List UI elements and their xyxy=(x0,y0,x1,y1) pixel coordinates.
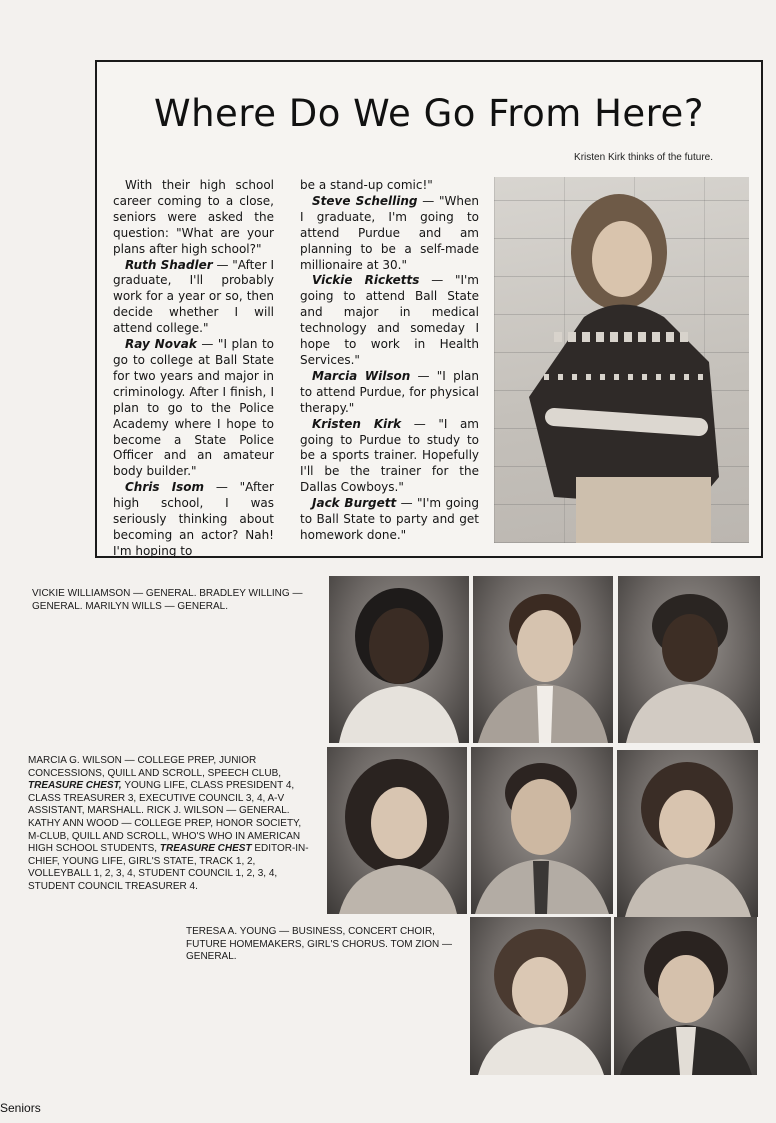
portrait-photo xyxy=(473,576,613,743)
feature-box xyxy=(95,60,763,558)
caption-publication: TREASURE CHEST xyxy=(159,843,252,855)
portrait-photo xyxy=(329,576,469,743)
article-column-1 xyxy=(113,178,274,560)
article-column-2 xyxy=(300,178,479,544)
article-intro: With their high school career coming to a close, seniors were asked the question: "What are your plans after high school?" xyxy=(113,178,274,256)
quote-name: Vickie Ricketts xyxy=(312,273,420,288)
page-folio: Seniors xyxy=(0,1101,41,1115)
portrait-photo xyxy=(617,750,758,917)
quote-paragraph xyxy=(300,496,479,544)
caption-text: EDITOR-IN-CHIEF, YOUNG LIFE, GIRL'S STATE, TRACK 1, 2, VOLLEYBALL 1, 2, 3, 4, STUDENT COUNCIL 1, 2, 3, 4, STUDENT COUNCIL TREASURER 4. xyxy=(28,843,309,892)
quote-text: — "I am going to Purdue to study to be a sports trainer. Hopefully I'll be the trainer for the Dallas Cowboys." xyxy=(300,416,479,495)
quote-name: Steve Schelling xyxy=(312,193,418,208)
caption-text: YOUNG LIFE, CLASS PRESIDENT 4, CLASS TREASURER 3, EXECUTIVE COUNCIL 3, 4, A-V ASSISTANT, MARSHALL. RICK J. WILSON — GENERAL. KATHY ANN WOOD — COLLEGE PREP, HONOR SOCIETY, M-CLUB, QUILL AND SCROLL, WHO'S WHO IN AMERICAN HIGH SCHOOL STUDENTS, xyxy=(28,780,302,855)
quote-paragraph xyxy=(300,417,479,497)
quote-paragraph xyxy=(300,178,479,194)
quote-name: Jack Burgett xyxy=(312,496,397,511)
quote-text: — "I plan to go to college at Ball State for two years and major in criminology. After I finish, I plan to go to the Police Academy where I hope to become a State Police Officer and an amateur body builder." xyxy=(113,337,274,479)
photo-caption: Kristen Kirk thinks of the future. xyxy=(574,152,713,163)
quote-name: Marcia Wilson xyxy=(312,368,411,383)
quote-paragraph xyxy=(113,480,274,560)
portrait-photo xyxy=(327,747,467,914)
portrait-photo xyxy=(614,917,757,1075)
quote-text: — "I'm going to attend Ball State and major in medical technology and someday I hope to work in Health Services." xyxy=(300,273,479,367)
quote-name: Ray Novak xyxy=(125,337,197,352)
quote-text: — "I plan to attend Purdue, for physical therapy." xyxy=(300,368,479,415)
quote-name: Ruth Shadler xyxy=(125,257,213,272)
quote-paragraph xyxy=(300,194,479,274)
quote-text: — "After I graduate, I'll probably work for a year or so, then decide whether I will attend college." xyxy=(113,257,274,336)
feature-photo xyxy=(494,177,749,543)
quote-text: — "I'm going to Ball State to party and get homework done." xyxy=(300,496,479,542)
senior-caption-row2 xyxy=(28,755,314,894)
senior-caption-row1: VICKIE WILLIAMSON — GENERAL. BRADLEY WILLING — GENERAL. MARILYN WILLS — GENERAL. xyxy=(32,588,303,612)
caption-publication: TREASURE CHEST, xyxy=(28,780,122,792)
quote-paragraph xyxy=(300,273,479,368)
quote-text: be a stand-up comic!" xyxy=(300,178,433,192)
portrait-photo xyxy=(470,917,611,1075)
quote-name: Kristen Kirk xyxy=(312,416,402,431)
quote-paragraph xyxy=(113,258,274,338)
quote-paragraph xyxy=(113,337,274,480)
quote-name: Chris Isom xyxy=(125,480,205,495)
quote-text: — "When I graduate, I'm going to attend Purdue and am planning to be a self-made millionaire at 30." xyxy=(300,193,479,272)
headline: Where Do We Go From Here? xyxy=(154,92,704,135)
quote-text: — "After high school, I was seriously thinking about becoming an actor? Nah! I'm hoping to xyxy=(113,480,274,558)
portrait-photo xyxy=(471,747,613,914)
quote-paragraph xyxy=(300,369,479,417)
senior-caption-row3: TERESA A. YOUNG — BUSINESS, CONCERT CHOIR, FUTURE HOMEMAKERS, GIRL'S CHORUS. TOM ZION — GENERAL. xyxy=(186,926,453,963)
portrait-photo xyxy=(618,576,760,743)
caption-text: MARCIA G. WILSON — COLLEGE PREP, JUNIOR CONCESSIONS, QUILL AND SCROLL, SPEECH CLUB, xyxy=(28,755,282,779)
